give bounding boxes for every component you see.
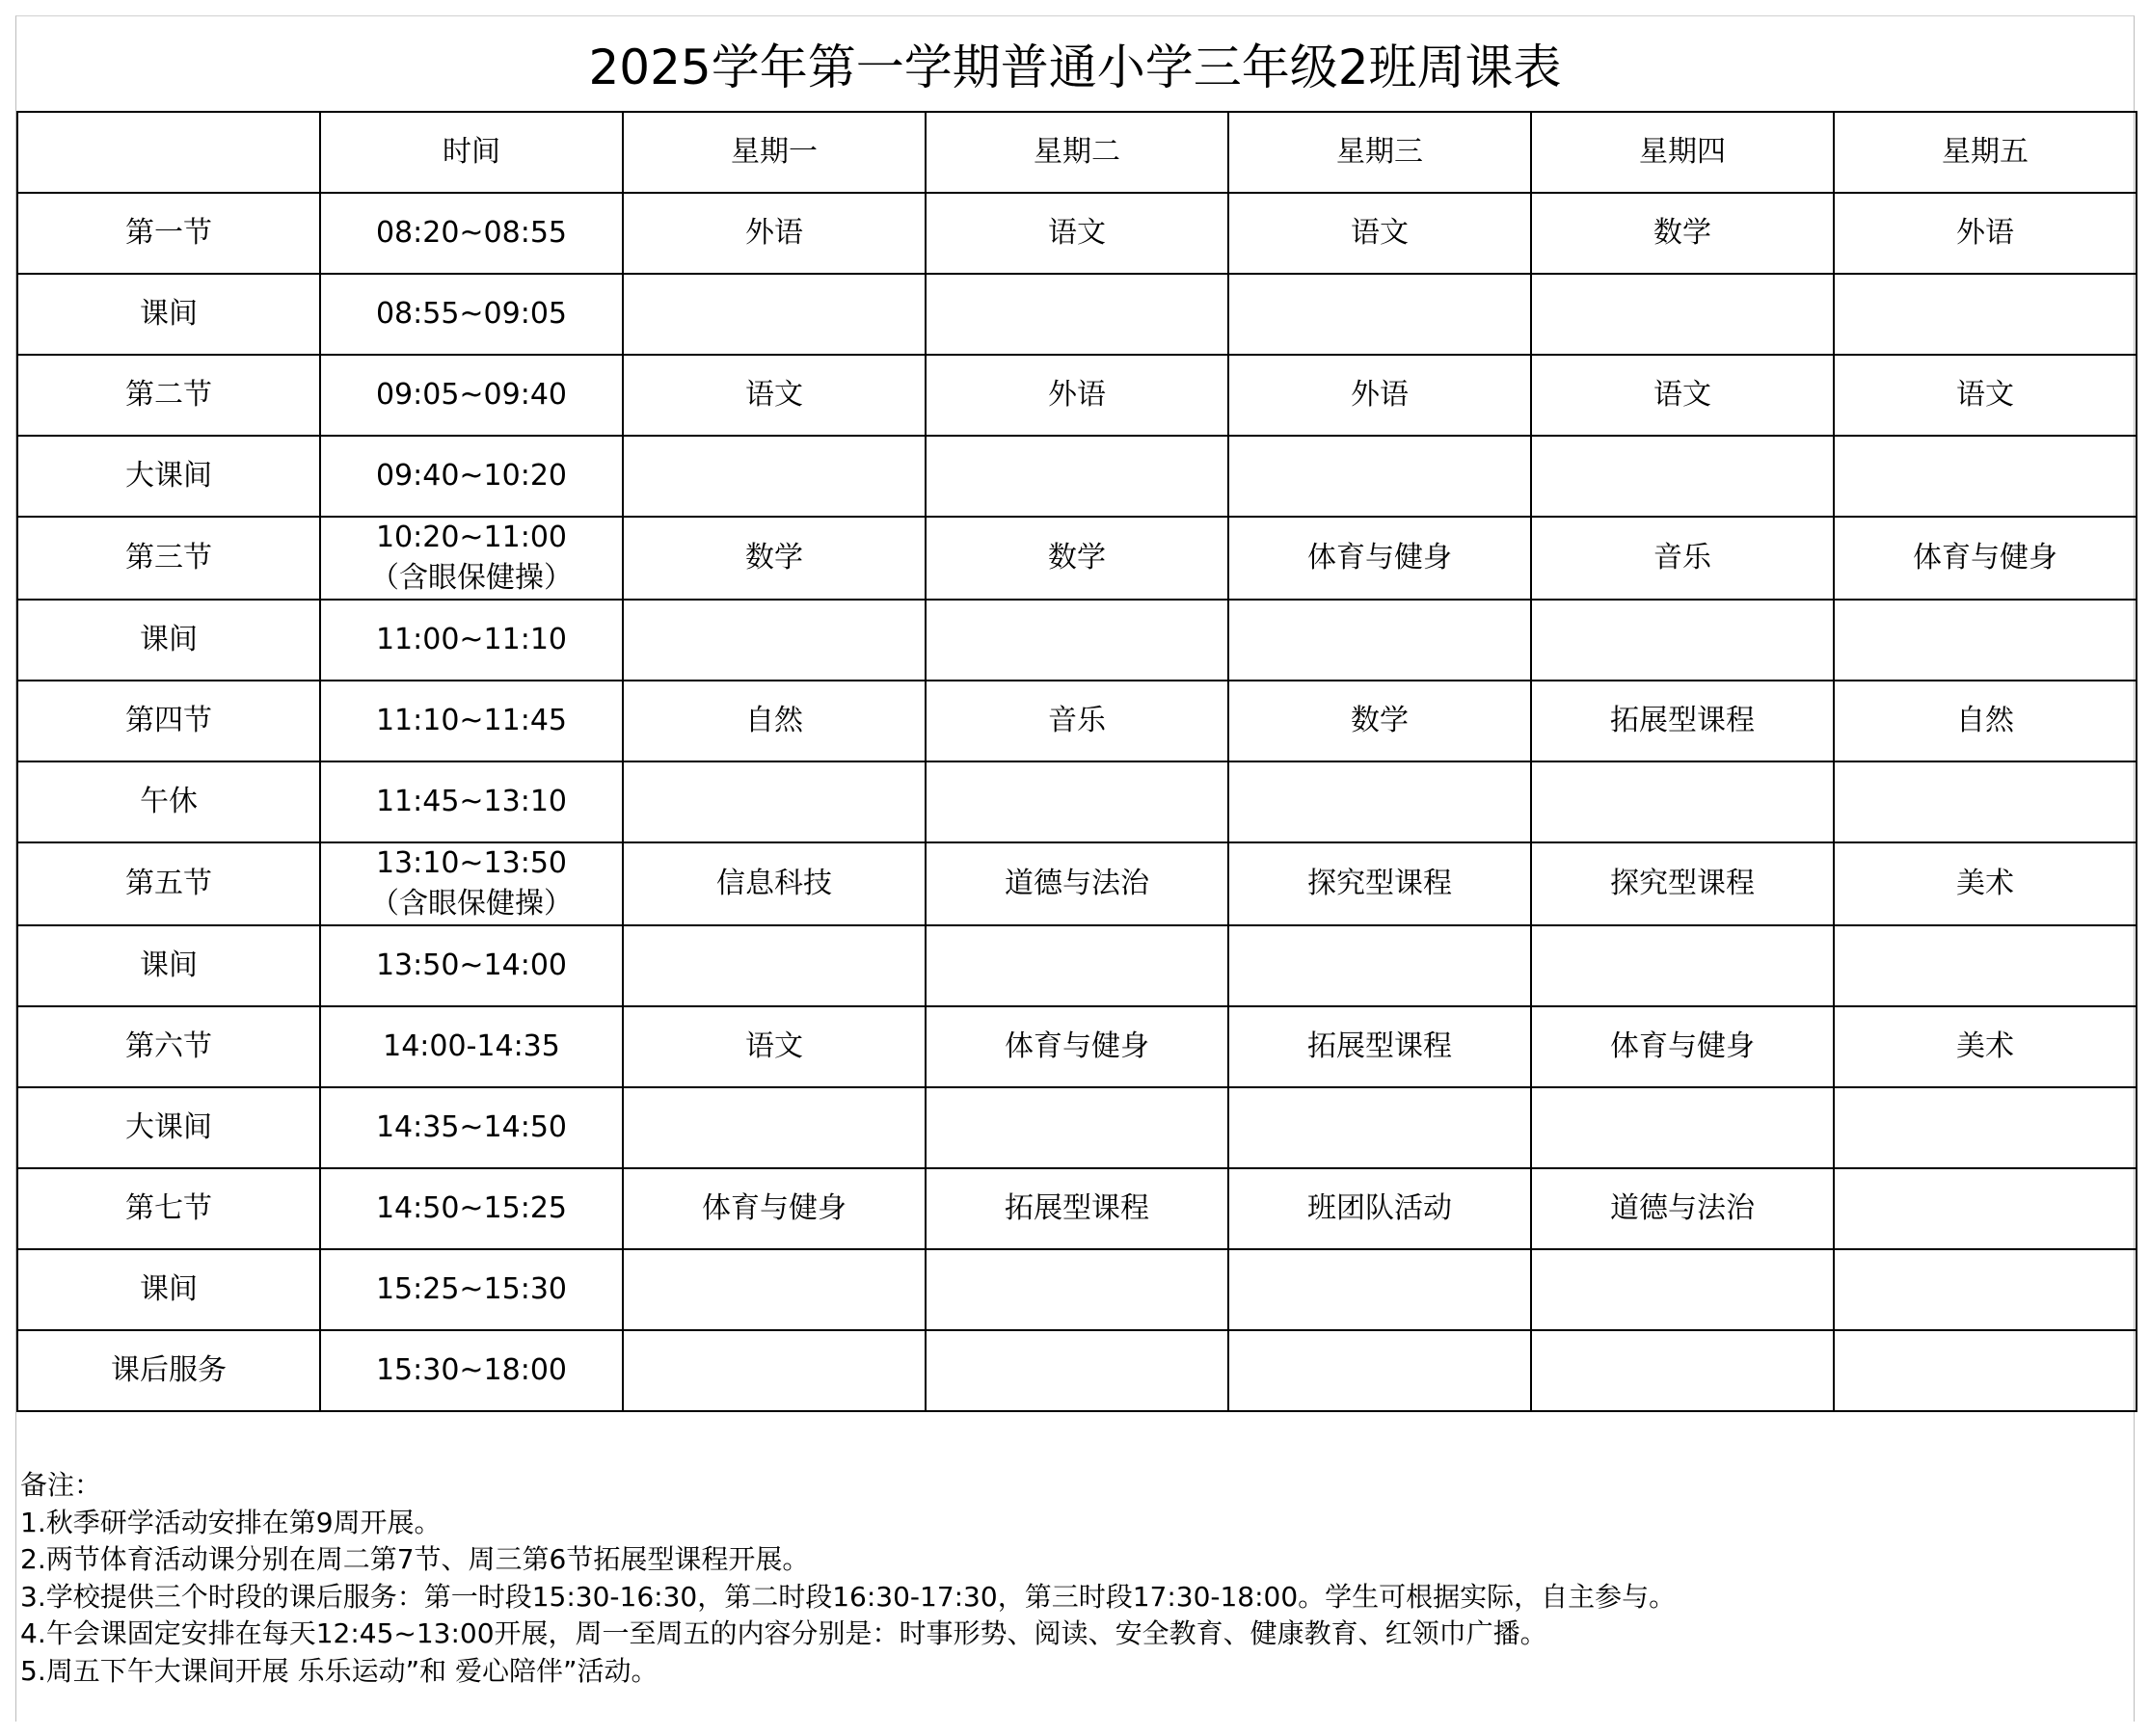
note-line: 4.午会课固定安排在每天12:45~13:00开展，周一至周五的内容分别是：时事形势、阅读、安全教育、健康教育、红领巾广播。 [20,1617,1547,1649]
course-cell-fri [1834,600,2137,681]
table-row [17,436,2137,517]
course-cell-fri: 美术 [1834,842,2137,925]
table-row [17,274,2137,355]
time-cell [320,761,623,842]
time-range: 14:00-14:35 [383,1029,560,1063]
course-cell-thu: 体育与健身 [1531,1006,1834,1087]
course-cell-tue: 数学 [926,517,1228,600]
course-cell-wed [1228,1330,1531,1411]
course-cell-fri [1834,1249,2137,1330]
course-cell-tue [926,436,1228,517]
course-cell-tue [926,925,1228,1006]
period-cell: 第三节 [17,517,320,600]
time-range: 15:30~18:00 [375,1353,568,1387]
course-cell-mon [623,1087,926,1168]
course-cell-tue: 体育与健身 [926,1006,1228,1087]
time-cell [320,600,623,681]
time-cell [320,1330,623,1411]
course-cell-fri [1834,1087,2137,1168]
period-cell: 第二节 [17,355,320,436]
period-cell: 午休 [17,761,320,842]
table-row [17,193,2137,274]
notes-section [20,1467,2122,1690]
course-cell-thu [1531,1330,1834,1411]
course-cell-mon: 语文 [623,355,926,436]
time-range: 11:45~13:10 [375,785,568,818]
time-note: （含眼保健操） [370,561,573,595]
course-cell-wed: 拓展型课程 [1228,1006,1531,1087]
time-cell [320,355,623,436]
time-range: 09:05~09:40 [375,378,568,412]
note-line: 2.两节体育活动课分别在周二第7节、周三第6节拓展型课程开展。 [20,1543,810,1575]
course-cell-thu: 道德与法治 [1531,1168,1834,1249]
time-range: 09:40~10:20 [375,459,568,493]
time-cell [320,517,623,600]
period-cell: 第六节 [17,1006,320,1087]
course-cell-mon [623,436,926,517]
schedule-sheet [15,15,2135,1722]
table-row [17,1249,2137,1330]
table-row [17,681,2137,761]
time-range: 14:50~15:25 [375,1191,568,1225]
course-cell-tue: 道德与法治 [926,842,1228,925]
course-cell-thu [1531,761,1834,842]
course-cell-wed [1228,761,1531,842]
period-cell: 课间 [17,600,320,681]
table-row [17,600,2137,681]
course-cell-mon: 数学 [623,517,926,600]
course-cell-mon: 自然 [623,681,926,761]
course-cell-thu [1531,274,1834,355]
time-note: （含眼保健操） [370,887,573,921]
table-row [17,1006,2137,1087]
time-cell [320,193,623,274]
course-cell-thu [1531,1249,1834,1330]
period-cell: 第七节 [17,1168,320,1249]
notes-heading: 备注： [20,1469,102,1501]
course-cell-tue: 音乐 [926,681,1228,761]
period-cell: 课间 [17,1249,320,1330]
day-header-mon: 星期一 [623,112,926,193]
time-range: 08:55~09:05 [375,297,568,331]
course-cell-fri: 外语 [1834,193,2137,274]
time-range: 13:50~14:00 [375,948,568,982]
course-cell-thu: 音乐 [1531,517,1834,600]
schedule-table [16,111,2137,1412]
course-cell-mon [623,1249,926,1330]
time-cell [320,436,623,517]
day-header-fri: 星期五 [1834,112,2137,193]
course-cell-wed: 外语 [1228,355,1531,436]
page-title: 2025学年第一学期普通小学三年级2班周课表 [588,40,1562,95]
day-header-tue: 星期二 [926,112,1228,193]
time-range: 11:00~11:10 [375,623,568,656]
note-line: 3.学校提供三个时段的课后服务：第一时段15:30-16:30，第二时段16:30-17:30，第三时段17:30-18:00。学生可根据实际，自主参与。 [20,1580,1677,1613]
table-row [17,517,2137,600]
time-range: 10:20~11:00 [375,521,568,554]
course-cell-wed [1228,1087,1531,1168]
course-cell-mon: 信息科技 [623,842,926,925]
time-cell [320,681,623,761]
period-cell: 大课间 [17,436,320,517]
period-cell: 大课间 [17,1087,320,1168]
time-cell [320,1249,623,1330]
course-cell-thu: 语文 [1531,355,1834,436]
course-cell-wed: 探究型课程 [1228,842,1531,925]
period-cell: 第一节 [17,193,320,274]
course-cell-wed: 数学 [1228,681,1531,761]
table-row [17,1330,2137,1411]
period-cell: 课间 [17,925,320,1006]
course-cell-wed [1228,274,1531,355]
course-cell-wed: 语文 [1228,193,1531,274]
corner-cell [17,112,320,193]
table-row [17,761,2137,842]
course-cell-mon: 语文 [623,1006,926,1087]
period-cell: 第五节 [17,842,320,925]
course-cell-fri: 自然 [1834,681,2137,761]
course-cell-fri [1834,274,2137,355]
course-cell-tue [926,600,1228,681]
course-cell-fri [1834,761,2137,842]
time-cell [320,1087,623,1168]
table-row [17,925,2137,1006]
course-cell-tue [926,761,1228,842]
course-cell-thu [1531,600,1834,681]
course-cell-mon: 体育与健身 [623,1168,926,1249]
time-range: 14:35~14:50 [375,1110,568,1144]
time-cell [320,925,623,1006]
time-cell [320,1168,623,1249]
table-row [17,1087,2137,1168]
table-row [17,1168,2137,1249]
course-cell-mon [623,1330,926,1411]
course-cell-wed [1228,925,1531,1006]
time-header: 时间 [320,112,623,193]
course-cell-thu [1531,436,1834,517]
course-cell-fri [1834,1330,2137,1411]
time-cell [320,1006,623,1087]
period-cell: 课后服务 [17,1330,320,1411]
course-cell-fri [1834,1168,2137,1249]
course-cell-mon [623,274,926,355]
day-header-wed: 星期三 [1228,112,1531,193]
period-cell: 课间 [17,274,320,355]
course-cell-tue [926,1330,1228,1411]
time-range: 08:20~08:55 [375,216,568,250]
course-cell-thu: 数学 [1531,193,1834,274]
course-cell-tue [926,274,1228,355]
course-cell-thu: 拓展型课程 [1531,681,1834,761]
course-cell-tue: 拓展型课程 [926,1168,1228,1249]
day-header-thu: 星期四 [1531,112,1834,193]
course-cell-wed: 体育与健身 [1228,517,1531,600]
course-cell-thu [1531,925,1834,1006]
course-cell-mon: 外语 [623,193,926,274]
course-cell-fri: 美术 [1834,1006,2137,1087]
course-cell-wed [1228,1249,1531,1330]
course-cell-tue [926,1087,1228,1168]
course-cell-fri: 语文 [1834,355,2137,436]
course-cell-wed [1228,600,1531,681]
period-cell: 第四节 [17,681,320,761]
time-range: 15:25~15:30 [375,1272,568,1306]
note-line: 1.秋季研学活动安排在第9周开展。 [20,1506,442,1538]
course-cell-fri [1834,436,2137,517]
note-line: 5.周五下午大课间开展 乐乐运动”和 爱心陪伴”活动。 [20,1654,658,1687]
time-range: 11:10~11:45 [375,704,568,737]
course-cell-thu [1531,1087,1834,1168]
course-cell-mon [623,925,926,1006]
course-cell-fri: 体育与健身 [1834,517,2137,600]
time-cell [320,274,623,355]
table-row [17,355,2137,436]
course-cell-mon [623,600,926,681]
course-cell-tue [926,1249,1228,1330]
course-cell-tue: 外语 [926,355,1228,436]
header-row [17,112,2137,193]
course-cell-fri [1834,925,2137,1006]
time-range: 13:10~13:50 [375,846,568,880]
course-cell-thu: 探究型课程 [1531,842,1834,925]
course-cell-tue: 语文 [926,193,1228,274]
course-cell-wed: 班团队活动 [1228,1168,1531,1249]
table-row [17,842,2137,925]
course-cell-wed [1228,436,1531,517]
course-cell-mon [623,761,926,842]
time-cell [320,842,623,925]
